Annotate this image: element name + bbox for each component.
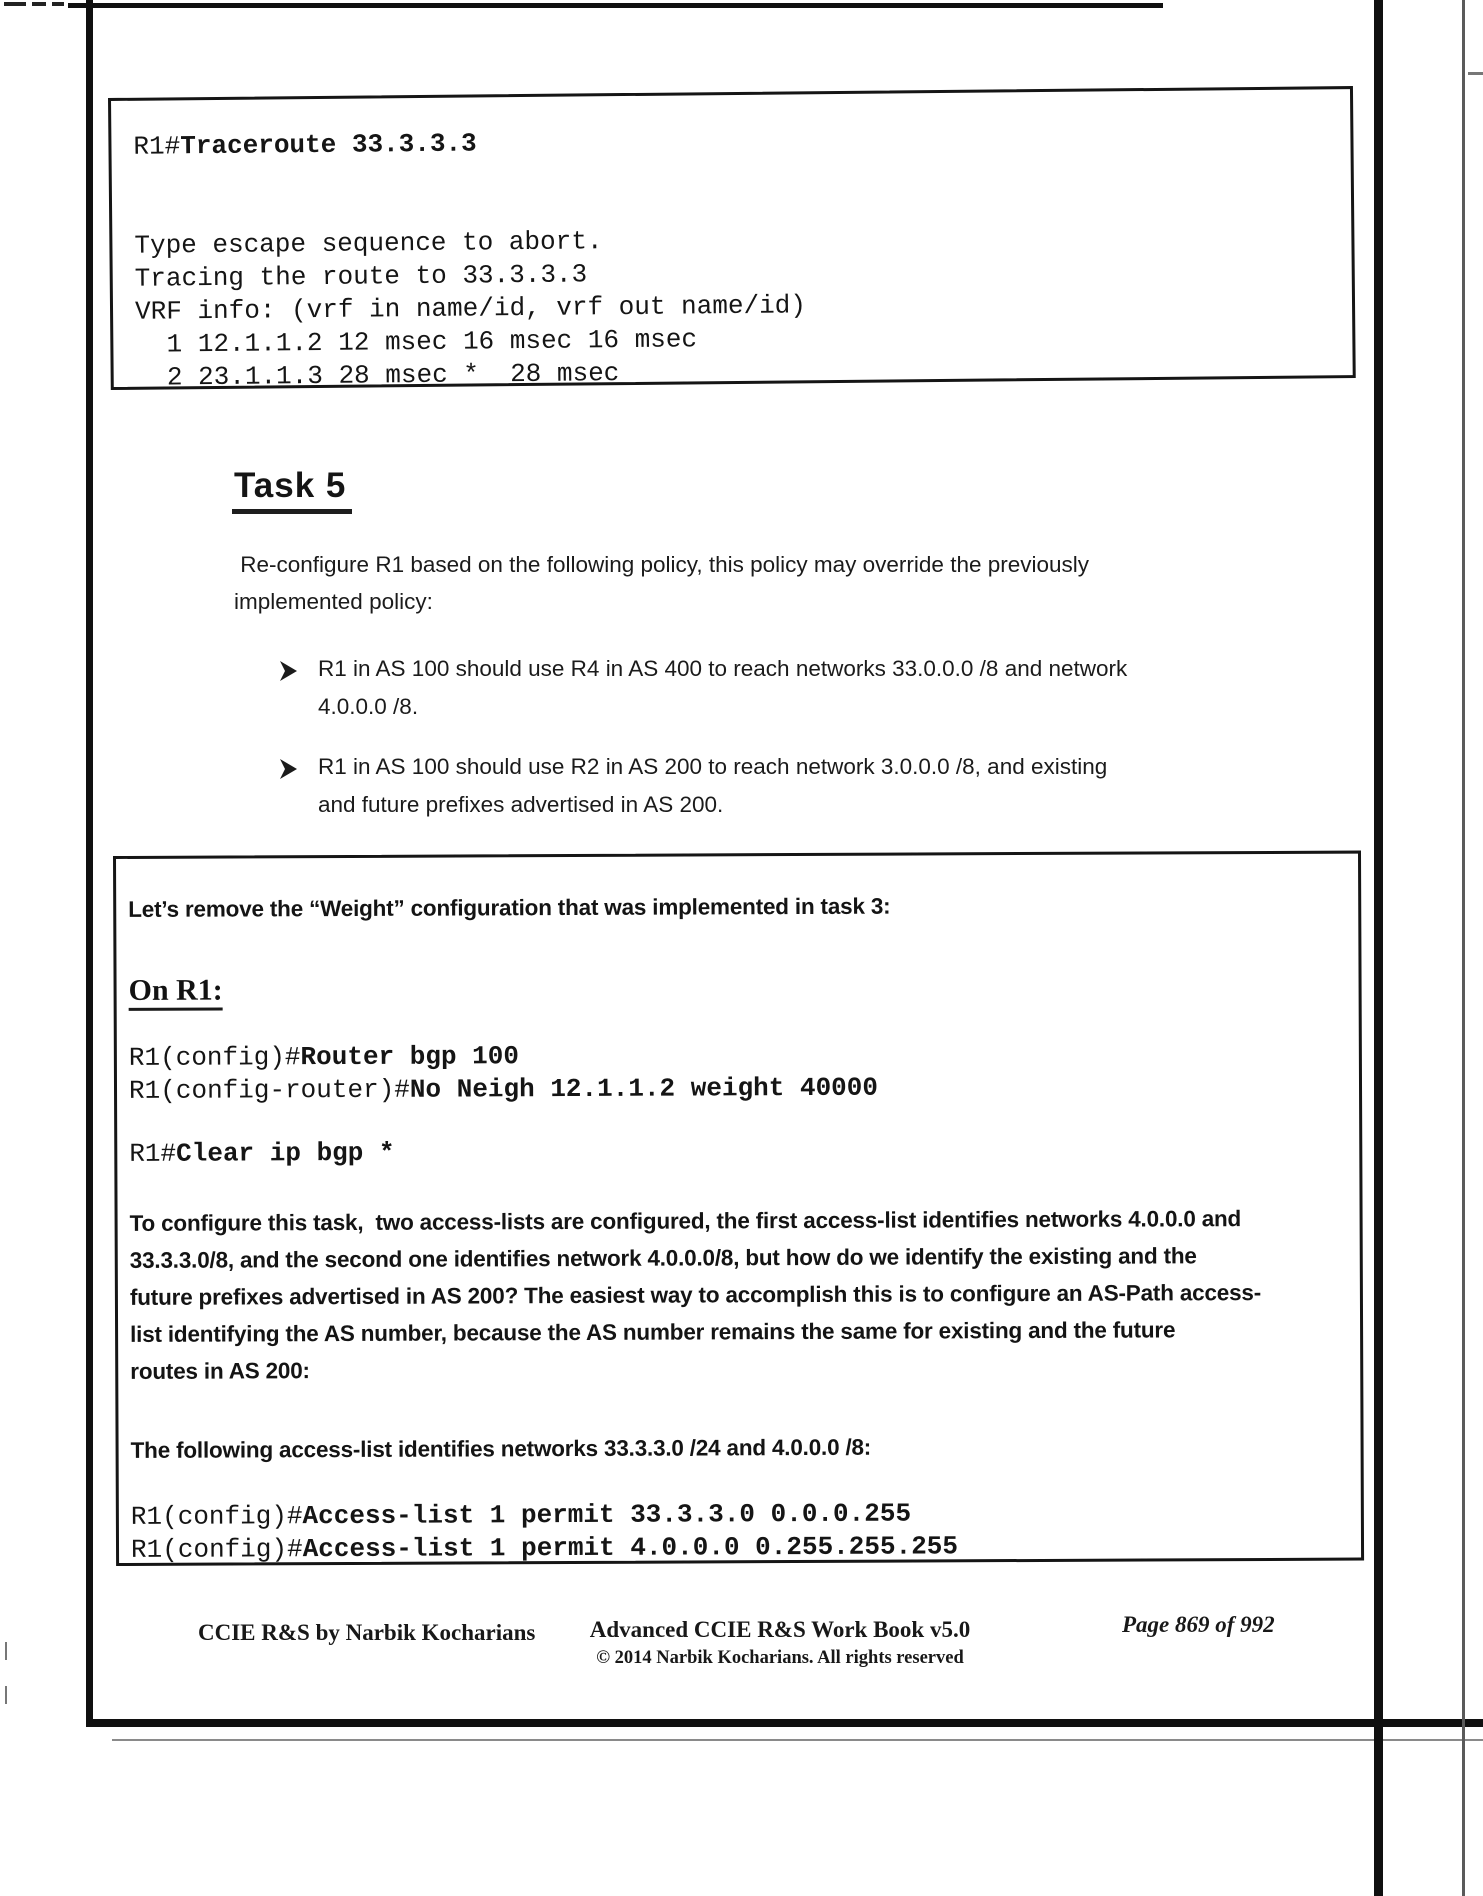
- explanation-line: routes in AS 200:: [130, 1358, 310, 1384]
- bullet-line: R1 in AS 100 should use R4 in AS 400 to reach networks 33.0.0.0 /8 and network: [318, 656, 1128, 681]
- acl-commands: [131, 1496, 1347, 1567]
- scan-tick: [5, 1686, 7, 1704]
- footer-copyright: © 2014 Narbik Kocharians. All rights reserved: [596, 1648, 964, 1668]
- cli-line: [131, 1529, 1347, 1567]
- page-border-left: [86, 0, 93, 1724]
- cli-command: Access-list 1 permit 4.0.0.0 0.255.255.255: [302, 1531, 959, 1565]
- task-intro-line: implemented policy:: [234, 589, 433, 614]
- task-title: Task 5: [232, 466, 352, 514]
- cli-command: Router bgp 100: [300, 1041, 520, 1073]
- arrow-bullet-icon: [276, 650, 318, 726]
- device-heading-text: On R1:: [129, 974, 223, 1011]
- cli-prompt: R1#: [129, 1138, 177, 1169]
- cli-line: [129, 1037, 1345, 1075]
- explanation-line: To configure this task, two access-lists are configured, the first access-list identifies networks 4.0.0.0 and: [129, 1206, 1242, 1236]
- cli-line: [129, 1070, 1345, 1108]
- explanation-line: future prefixes advertised in AS 200? The easiest way to accomplish this is to configure an AS-Path access-: [129, 1279, 1262, 1310]
- scan-dash: [52, 2, 64, 6]
- explanation-line: 33.3.3.0/8, and the second one identifies network 4.0.0.0/8, but how do we identify the existing and the: [129, 1243, 1197, 1273]
- scan-tick: [5, 1642, 7, 1660]
- task-bullet-text: [318, 748, 1107, 824]
- cli-prompt: R1(config-router)#: [128, 1074, 410, 1106]
- footer-author: CCIE R&S by Narbik Kocharians: [198, 1620, 536, 1645]
- cli-prompt: R1(config)#: [130, 1534, 303, 1565]
- console-output-line: 1 12.1.1.2 12 msec 16 msec 16 msec: [135, 324, 698, 360]
- console-output-line: VRF info: (vrf in name/id, vrf out name/id): [134, 290, 807, 327]
- solution-explanation: [130, 1200, 1347, 1390]
- cli-command: No Neigh 12.1.1.2 weight 40000: [409, 1072, 879, 1105]
- cli-command: Clear ip bgp *: [176, 1137, 395, 1169]
- task-bullet-text: [318, 650, 1127, 726]
- footer-page-number: Page 869 of 992: [1122, 1612, 1275, 1637]
- console-prompt: R1#: [133, 131, 181, 162]
- cli-line: [129, 1133, 1345, 1171]
- cli-command: Access-list 1 permit 33.3.3.0 0.0.0.255: [302, 1498, 912, 1532]
- explanation-line: list identifying the AS number, because the AS number remains the same for existing and the future: [130, 1317, 1176, 1347]
- console-output-line: 2 23.1.1.3 28 msec * 28 msec: [135, 358, 620, 393]
- footer-book-info: [470, 1615, 1090, 1671]
- console-command: Traceroute 33.3.3.3: [180, 128, 477, 162]
- bullet-line: 4.0.0.0 /8.: [318, 694, 419, 719]
- solution-lead: Let’s remove the “Weight” configuration that was implemented in task 3:: [128, 893, 891, 922]
- solution-box: [113, 851, 1364, 1566]
- cli-prompt: R1(config)#: [128, 1042, 301, 1073]
- console-output-line: Tracing the route to 33.3.3.3: [134, 259, 588, 294]
- task-intro-line: Re-configure R1 based on the following policy, this policy may override the previously: [234, 552, 1090, 577]
- arrow-bullet-icon: [276, 748, 318, 824]
- scan-dash: [32, 2, 46, 6]
- bullet-line: and future prefixes advertised in AS 200.: [318, 792, 724, 817]
- traceroute-output-box: [108, 86, 1356, 393]
- cli-prompt: R1(config)#: [130, 1501, 303, 1532]
- task-intro: [234, 546, 1089, 620]
- page-border-bottom: [86, 1719, 1483, 1727]
- remove-weight-commands: [129, 1037, 1345, 1108]
- cli-line: [131, 1496, 1347, 1534]
- task-bullet: [276, 650, 1127, 726]
- page-border-top: [68, 3, 1163, 8]
- scan-line-bottom-thin: [112, 1739, 1483, 1741]
- scan-dash: [1468, 72, 1483, 75]
- clear-bgp-command: [129, 1133, 1345, 1171]
- footer-book-title: Advanced CCIE R&S Work Book v5.0: [589, 1617, 971, 1642]
- bullet-line: R1 in AS 100 should use R2 in AS 200 to reach network 3.0.0.0 /8, and existing: [318, 754, 1108, 779]
- scan-line-right-thin: [1462, 0, 1465, 1896]
- page-border-right: [1374, 0, 1383, 1896]
- scan-dash: [4, 2, 26, 6]
- task-bullet: [276, 748, 1107, 824]
- device-heading: [129, 969, 1345, 1008]
- console-output-line: Type escape sequence to abort.: [134, 226, 603, 261]
- acl-note: The following access-list identifies networks 33.3.3.0 /24 and 4.0.0.0 /8:: [130, 1434, 872, 1463]
